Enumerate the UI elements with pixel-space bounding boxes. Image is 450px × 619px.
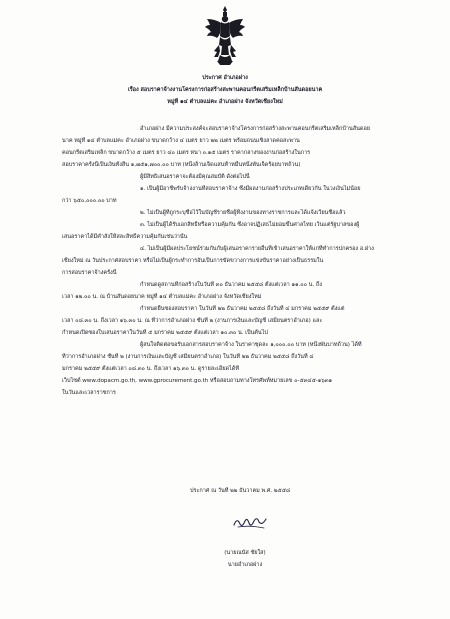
body-line: เว็บไซต์ www.dopacm.go.th, www.gprocurement.go.th หรือสอบถามทางโทรศัพท์หมายเลข ๐-๕๓๔๕-๑๖๓๑ xyxy=(62,378,333,384)
body-line: นาค หมู่ที่ ๑๔ ตำบลแม่คะ อำเภอฝาง ขนาดกว้าง ๔ เมตร ยาว ๒๒ เมตร พร้อมถนนเชิงลาดคอสะพาน xyxy=(62,138,300,144)
body-line: กำหนดยื่นซองสอบราคา ในวันที่ ๒๒ ธันวาคม ๒๕๕๘ ถึงวันที่ ๔ มกราคม ๒๕๕๙ ตั้งแต่ xyxy=(140,306,345,312)
body-line: สอบราคาครั้งนี้เป็นเงินทั้งสิ้น ๑,๗๕๑,๗๐๐.๐๐ บาท (หนึ่งล้านเจ็ดแสนห้าหมื่นหนึ่งพันเจ็ดร้อยบาทถ้วน) xyxy=(62,162,301,168)
body-line: กำหนดดูสถานที่ก่อสร้างในวันที่ ๓๐ ธันวาคม ๒๕๕๘ ตั้งแต่เวลา ๑๑.๐๐ น. ถึง xyxy=(140,282,322,288)
body-line: เวลา ๑๒.๐๐ น. ณ บ้านสันดอยนาค หมู่ที่ ๑๔ ตำบลแม่คะ อำเภอฝาง จังหวัดเชียงใหม่ xyxy=(62,294,262,300)
body-line: ๔. ไม่เป็นผู้มีผลประโยชน์ร่วมกันกับผู้เสนอราคารายอื่นที่เข้าเสนอราคาให้แก่ที่ทำการปกครอง อ.ฝาง xyxy=(140,246,374,252)
handwritten-signature xyxy=(232,515,270,530)
body-line: กำหนดเปิดซองใบเสนอราคาในวันที่ ๕ มกราคม ๒๕๕๙ ตั้งแต่เวลา ๑๐.๓๐ น. เป็นต้นไป xyxy=(62,330,268,336)
body-line: ๓. ไม่เป็นผู้ได้รับเอกสิทธิ์หรือความคุ้มกัน ซึ่งอาจปฏิเสธไม่ยอมขึ้นศาลไทย เว้นแต่รัฐบาลของผู้ xyxy=(140,222,360,228)
body-line: ที่ว่าการอำเภอฝาง ชั้นที่ ๒ (งานการเงินและบัญชี เสมียนตราอำเภอ) ในวันที่ ๒๒ ธันวาคม ๒๕๕๘ ถึงวันที่ ๔ xyxy=(62,354,314,360)
body-line: เสนอราคาได้มีคำสั่งให้สละสิทธิ์ความคุ้มกันเช่นว่านั้น xyxy=(62,234,188,240)
signer-title: นายอำเภอฝาง xyxy=(227,562,263,568)
body-line: กว่า ๖๕๐,๐๐๐.๐๐ บาท xyxy=(62,198,117,204)
body-line: การสอบราคาจ้างครั้งนี้ xyxy=(62,270,117,276)
body-line: ๒. ไม่เป็นผู้ที่ถูกระบุชื่อไว้ในบัญชีรายชื่อผู้ทิ้งงานของทางราชการและได้แจ้งเวียนชื่อแล้ว xyxy=(140,210,346,216)
signer-name: (นายณนัส ชัยใส) xyxy=(224,550,266,556)
body-line: มกราคม ๒๕๕๙ ตั้งแต่เวลา ๐๘.๓๐ น. ถึงเวลา ๑๖.๓๐ น. ดูรายละเอียดได้ที่ xyxy=(62,366,240,372)
body-line: อำเภอฝาง มีความประสงค์จะสอบราคาจ้างโครงการก่อสร้างสะพานคอนกรีตเสริมเหล็กบ้านสันดอย xyxy=(140,126,370,132)
body-line: ผู้มีสิทธิเสนอราคาจะต้องมีคุณสมบัติ ดังต่อไปนี้ xyxy=(140,174,250,180)
body-line: เชียงใหม่ ณ วันประกาศสอบราคา หรือไม่เป็นผู้กระทำการอันเป็นการขัดขวางการแข่งขันราคาอย่างเป็นธรรมใน xyxy=(62,258,324,264)
body-line: ในวันและเวลาราชการ xyxy=(62,390,116,396)
subject-line-2: หมู่ที่ ๑๔ ตำบลแม่คะ อำเภอฝาง จังหวัดเชียงใหม่ xyxy=(167,99,283,105)
garuda-emblem-icon xyxy=(203,4,247,70)
body-line: ๑. เป็นผู้มีอาชีพรับจ้างงานที่สอบราคาจ้าง ซึ่งมีผลงานก่อสร้างประเภทเดียวกัน ในวงเงินไม่น้อย xyxy=(140,186,361,192)
announcement-date: ประกาศ ณ วันที่ ๒๒ ธันวาคม พ.ศ. ๒๕๕๘ xyxy=(190,488,291,494)
body-line: คอนกรีตเสริมเหล็ก ขนาดกว้าง ๕ เมตร ยาว ๔๐ เมตร หนา ๐.๑๕ เมตร ราคากลางของงานก่อสร้างในการ xyxy=(62,150,311,156)
body-line: ผู้สนใจติดต่อขอรับเอกสารสอบราคาจ้าง ในราคาชุดละ ๑,๐๐๐.๐๐ บาท (หนึ่งพันบาทถ้วน) ได้ที่ xyxy=(140,342,362,348)
body-line: เวลา ๐๘.๓๐ น. ถึงเวลา ๑๖.๓๐ น. ณ ที่ว่าการอำเภอฝาง ชั้นที่ ๒ (งานการเงินและบัญชี เสมียนตราอำเภอ) และ xyxy=(62,318,323,324)
announcement-title: ประกาศ อำเภอฝาง xyxy=(202,75,248,81)
subject-line-1: เรื่อง สอบราคาจ้างงานโครงการก่อสร้างสะพานคอนกรีตเสริมเหล็กบ้านสันดอยนาค xyxy=(127,87,323,93)
